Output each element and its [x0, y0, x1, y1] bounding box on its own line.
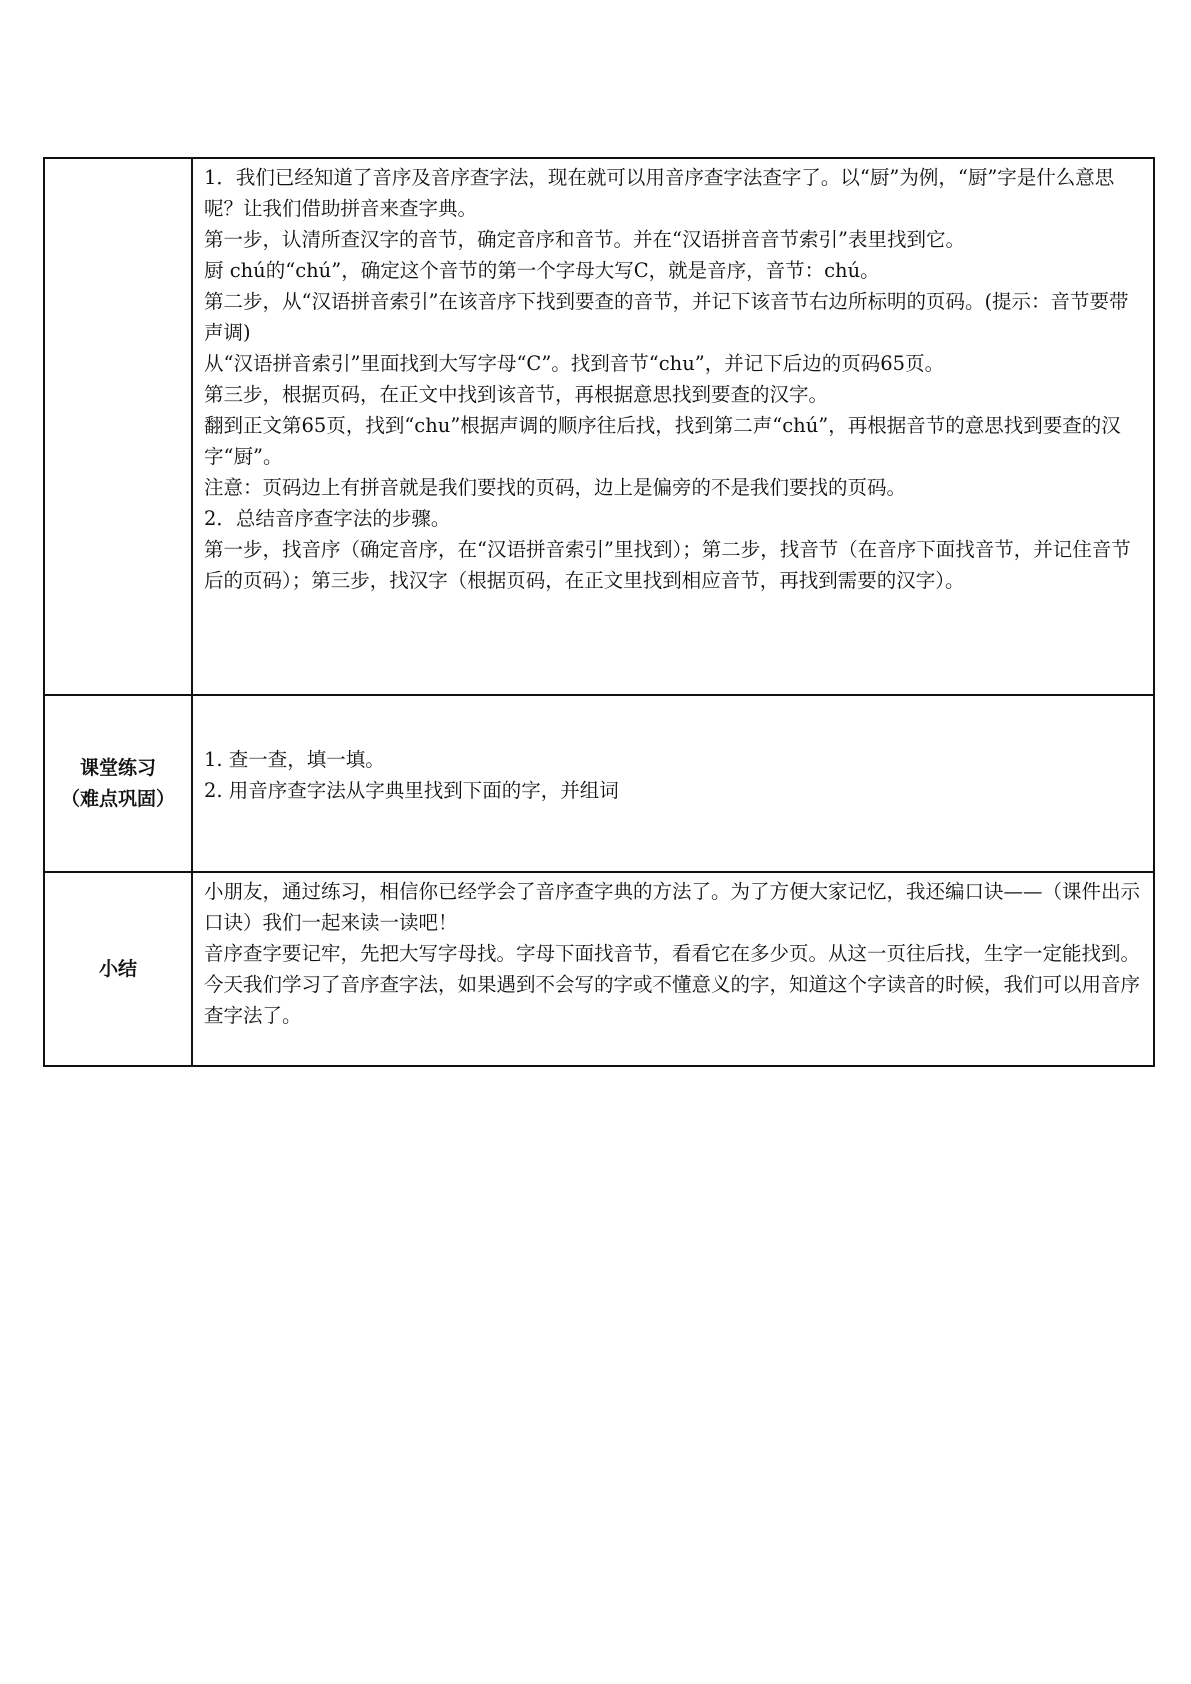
paragraph: 1. 查一查，填一填。: [204, 748, 385, 771]
label-line: 课堂练习: [79, 756, 156, 779]
paragraph: 第三步，根据页码，在正文中找到该音节，再根据意思找到要查的汉字。: [204, 383, 829, 406]
row-label-practice: [44, 695, 192, 872]
row-label-summary: 小结: [44, 872, 192, 1066]
paragraph: 从“汉语拼音索引”里面找到大写字母“C”。找到音节“chu”，并记下后边的页码65页。: [204, 352, 945, 375]
label-line: （难点巩固）: [60, 787, 175, 810]
table-row: [44, 695, 1154, 872]
paragraph: 音序查字要记牢，先把大写字母找。字母下面找音节，看看它在多少页。从这一页往后找，生字一定能找到。: [204, 942, 1141, 965]
paragraph: 第二步，从“汉语拼音索引”在该音序下找到要查的音节，并记下该音节右边所标明的页码。(提示：音节要带声调): [204, 290, 1129, 344]
lesson-plan-table: [43, 157, 1155, 1067]
table-row: [44, 158, 1154, 695]
summary-cell: [192, 872, 1154, 1066]
paragraph: 1．我们已经知道了音序及音序查字法，现在就可以用音序查字法查字了。以“厨”为例，“厨”字是什么意思呢？让我们借助拼音来查字典。: [204, 166, 1115, 220]
paragraph: 第一步，认清所查汉字的音节，确定音序和音节。并在“汉语拼音音节索引”表里找到它。: [204, 228, 965, 251]
row-label-empty: [44, 158, 192, 695]
paragraph: 今天我们学习了音序查字法，如果遇到不会写的字或不懂意义的字，知道这个字读音的时候，我们可以用音序查字法了。: [204, 973, 1141, 1027]
practice-cell: [192, 695, 1154, 872]
practice-block: [204, 699, 1145, 806]
paragraph: 厨 chú的“chú”，确定这个音节的第一个字母大写C，就是音序，音节：chú。: [204, 259, 880, 282]
paragraph: 2．总结音序查字法的步骤。: [204, 507, 451, 530]
paragraph: 注意：页码边上有拼音就是我们要找的页码，边上是偏旁的不是我们要找的页码。: [204, 476, 907, 499]
paragraph: 翻到正文第65页，找到“chu”根据声调的顺序往后找，找到第二声“chú”，再根据音节的意思找到要查的汉字“厨”。: [204, 414, 1121, 468]
table-row: [44, 872, 1154, 1066]
paragraph: 小朋友，通过练习，相信你已经学会了音序查字典的方法了。为了方便大家记忆，我还编口诀——（课件出示口诀）我们一起来读一读吧！: [204, 880, 1141, 934]
teaching-steps-cell: [192, 158, 1154, 695]
paragraph: 2. 用音序查字法从字典里找到下面的字，并组词: [204, 779, 619, 802]
paragraph: 第一步，找音序（确定音序，在“汉语拼音索引”里找到）；第二步，找音节（在音序下面找音节，并记住音节后的页码）；第三步，找汉字（根据页码，在正文里找到相应音节，再找到需要的汉字）。: [204, 538, 1131, 592]
